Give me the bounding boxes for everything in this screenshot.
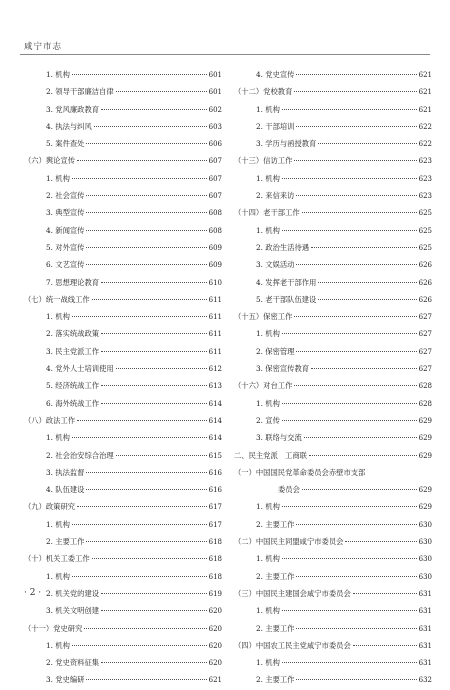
toc-entry-page: 632 <box>418 676 432 685</box>
toc-entry-label: 5. 对外宣传 <box>46 242 85 252</box>
toc-entry-page: 609 <box>208 261 222 270</box>
toc-entry <box>24 152 222 169</box>
toc-entry-label: 1. 机构 <box>256 658 280 668</box>
toc-entry-page: 628 <box>418 399 432 408</box>
toc-entry-page: 620 <box>208 607 222 616</box>
toc-entry <box>24 135 222 152</box>
toc-entry-label: 2. 来信来访 <box>256 191 295 201</box>
toc-entry-label: 1. 机构 <box>46 312 70 322</box>
toc-entry-label: 4. 队伍建设 <box>46 485 85 495</box>
toc-entry <box>24 274 222 291</box>
toc-entry-page: 630 <box>418 555 432 564</box>
dot-leader <box>116 446 207 456</box>
toc-entry <box>234 620 432 637</box>
toc-entry-label: 2. 主要工作 <box>256 623 295 633</box>
page-number: · 2 · <box>24 588 42 598</box>
toc-entry <box>24 602 222 619</box>
dot-leader <box>77 497 207 507</box>
toc-entry-label: 4. 党外人士培训使用 <box>46 364 114 374</box>
toc-entry-label: 1. 机构 <box>256 225 280 235</box>
toc-entry-label: 1. 机构 <box>256 173 280 183</box>
toc-entry-page: 608 <box>208 209 222 218</box>
toc-entry-page: 606 <box>208 140 222 149</box>
toc-entry <box>234 325 432 342</box>
toc-entry-page: 614 <box>208 434 222 443</box>
toc-entry-page: 629 <box>418 451 432 460</box>
toc-entry-label: 3. 党风廉政教育 <box>46 104 100 114</box>
toc-entry <box>234 187 432 204</box>
toc-entry-page: 629 <box>418 416 432 425</box>
toc-entry <box>234 412 432 429</box>
toc-entry <box>24 533 222 550</box>
toc-entry <box>24 464 222 481</box>
dot-leader <box>72 515 207 525</box>
toc-entry-page: 626 <box>418 261 432 270</box>
toc-entry <box>234 308 432 325</box>
toc-entry <box>234 343 432 360</box>
toc-entry <box>234 395 432 412</box>
dot-leader <box>282 411 417 421</box>
toc-entry <box>24 187 222 204</box>
toc-entry <box>24 66 222 83</box>
dot-leader <box>294 151 416 161</box>
dot-leader <box>296 670 416 680</box>
toc-entry-label: 3. 党史编研 <box>46 675 85 685</box>
toc-entry <box>234 239 432 256</box>
toc-entry <box>234 550 432 567</box>
toc-entry-page: 621 <box>208 676 222 685</box>
toc-entry <box>234 377 432 394</box>
toc-entry-page: 625 <box>418 209 432 218</box>
toc-entry-label: 6. 海外统战工作 <box>46 398 100 408</box>
toc-entry-page: 611 <box>208 313 222 322</box>
toc-entry-label: 1. 机构 <box>46 433 70 443</box>
toc-entry-label: （二）中国民主同盟咸宁市委员会 <box>234 537 344 547</box>
toc-entry <box>24 83 222 100</box>
dot-leader <box>296 619 416 629</box>
dot-leader <box>282 549 417 559</box>
toc-entry-page: 628 <box>418 382 432 391</box>
dot-leader <box>101 601 207 611</box>
toc-entry <box>24 101 222 118</box>
toc-entry-label: （三）中国民主建国会咸宁市委员会 <box>234 588 351 598</box>
toc-entry-page: 631 <box>418 624 432 633</box>
toc-entry <box>24 429 222 446</box>
dot-leader <box>353 584 417 594</box>
toc-entry <box>234 481 432 498</box>
toc-entry-label: 1. 机构 <box>46 640 70 650</box>
header-rule <box>20 54 430 55</box>
toc-entry-label: 3. 学历与函授教育 <box>256 139 317 149</box>
dot-leader <box>282 394 417 404</box>
toc-entry <box>234 152 432 169</box>
toc-entry <box>234 274 432 291</box>
toc-entry-page: 623 <box>418 174 432 183</box>
toc-column-left <box>24 66 222 689</box>
toc-entry <box>24 447 222 464</box>
dot-leader <box>92 549 207 559</box>
toc-entry <box>234 256 432 273</box>
dot-leader <box>296 567 416 577</box>
toc-entry-label: 3. 保密宣传教育 <box>256 364 310 374</box>
toc-entry <box>234 66 432 83</box>
toc-entry-page: 612 <box>208 365 222 374</box>
toc-entry-label: 2. 政治生活待遇 <box>256 242 310 252</box>
toc-entry <box>234 360 432 377</box>
toc-entry <box>234 204 432 221</box>
dot-leader <box>311 359 417 369</box>
toc-entry-page: 627 <box>418 365 432 374</box>
toc-entry <box>24 671 222 688</box>
toc-entry-page: 620 <box>208 641 222 650</box>
dot-leader <box>86 203 206 213</box>
toc-entry-page: 608 <box>208 226 222 235</box>
toc-entry <box>24 256 222 273</box>
toc-entry-label: 1. 机构 <box>46 519 70 529</box>
toc-entry <box>234 637 432 654</box>
toc-entry-page: 609 <box>208 243 222 252</box>
toc-entry <box>234 516 432 533</box>
toc-entry-label: 二、民主党派 工商联 <box>234 450 307 460</box>
dot-leader <box>282 497 417 507</box>
toc-entry <box>24 170 222 187</box>
toc-entry-page: 616 <box>208 468 222 477</box>
dot-leader <box>311 238 417 248</box>
dot-leader <box>318 273 416 283</box>
toc-entry-page: 603 <box>208 122 222 131</box>
toc-entry-label: 1. 机构 <box>256 329 280 339</box>
dot-leader <box>84 619 206 629</box>
dot-leader <box>318 290 416 300</box>
toc-entry <box>24 550 222 567</box>
toc-entry-label: 5. 老干部队伍建设 <box>256 294 317 304</box>
toc-entry-page: 630 <box>418 572 432 581</box>
toc-entry <box>24 637 222 654</box>
toc-entry-label: 2. 保密管理 <box>256 346 295 356</box>
toc-entry-page: 611 <box>208 295 222 304</box>
toc-entry-page: 631 <box>418 607 432 616</box>
toc-entry-page: 620 <box>208 624 222 633</box>
toc-entry <box>234 222 432 239</box>
toc-entry <box>24 654 222 671</box>
dot-leader <box>72 428 207 438</box>
dot-leader <box>92 290 207 300</box>
toc-entry-label: 4. 执法与纠风 <box>46 121 92 131</box>
toc-entry <box>24 585 222 602</box>
toc-entry-page: 622 <box>418 122 432 131</box>
toc-entry <box>24 377 222 394</box>
dot-leader <box>282 100 417 110</box>
toc-entry-page: 617 <box>208 503 222 512</box>
toc-entry <box>234 671 432 688</box>
toc-entry-label: 1. 机构 <box>256 398 280 408</box>
toc-entry-page: 622 <box>418 140 432 149</box>
toc-entry <box>234 654 432 671</box>
dot-leader <box>72 307 207 317</box>
toc-entry <box>234 498 432 515</box>
dot-leader <box>101 376 207 386</box>
toc-entry-page: 629 <box>418 503 432 512</box>
dot-leader <box>101 342 207 352</box>
dot-leader <box>282 324 417 334</box>
dot-leader <box>72 169 207 179</box>
dot-leader <box>302 203 417 213</box>
dot-leader <box>86 670 206 680</box>
toc-entry <box>24 222 222 239</box>
toc-entry-page: 602 <box>208 105 222 114</box>
toc-entry-label: （九）政策研究 <box>24 502 76 512</box>
toc-entry-label: 3. 联络与交流 <box>256 433 302 443</box>
toc-entry <box>24 308 222 325</box>
toc-entry-label: （十）机关工委工作 <box>24 554 90 564</box>
dot-leader <box>116 359 207 369</box>
dot-leader <box>72 567 207 577</box>
toc-entry-page: 607 <box>208 192 222 201</box>
toc-entry-label: 1. 机构 <box>256 606 280 616</box>
dot-leader <box>77 411 207 421</box>
dot-leader <box>86 480 206 490</box>
toc-entry-label: 2. 宣传 <box>256 415 280 425</box>
toc-entry-label: 2. 机关党的建设 <box>46 588 100 598</box>
toc-entry-page: 625 <box>418 243 432 252</box>
toc-entry <box>24 568 222 585</box>
toc-entry-page: 610 <box>208 278 222 287</box>
toc-entry-page: 631 <box>418 641 432 650</box>
page-header-title: 咸宁市志 <box>24 42 63 52</box>
dot-leader <box>296 255 416 265</box>
toc-entry <box>234 602 432 619</box>
toc-entry-page: 601 <box>208 71 222 79</box>
dot-leader <box>77 151 207 161</box>
toc-entry-label: （七）统一战线工作 <box>24 294 90 304</box>
toc-entry-page: 611 <box>208 330 222 339</box>
toc-entry <box>24 395 222 412</box>
toc-entry <box>234 533 432 550</box>
toc-entry-page: 620 <box>208 659 222 668</box>
toc-entry-label: 1. 机构 <box>256 554 280 564</box>
toc-entry-label: 1. 机构 <box>46 70 70 79</box>
toc-entry-label: 3. 典型宣传 <box>46 208 85 218</box>
dot-leader <box>101 273 207 283</box>
toc-entry <box>234 170 432 187</box>
toc-entry-page: 625 <box>418 226 432 235</box>
dot-leader <box>282 169 417 179</box>
toc-entry-label: （六）舆论宣传 <box>24 156 76 166</box>
dot-leader <box>294 376 416 386</box>
toc-entry <box>24 118 222 135</box>
toc-entry-page: 627 <box>418 347 432 356</box>
toc-entry <box>234 118 432 135</box>
toc-entry-label: 3. 民主党派工作 <box>46 346 100 356</box>
toc-entry-page: 631 <box>418 589 432 598</box>
toc-entry-label: （十二）党校教育 <box>234 87 293 97</box>
toc-entry <box>234 429 432 446</box>
toc-entry <box>24 325 222 342</box>
dot-leader <box>86 255 206 265</box>
toc-entry-label: 4. 党史宣传 <box>256 70 295 79</box>
dot-leader <box>282 221 417 231</box>
toc-entry-page: 607 <box>208 157 222 166</box>
toc-entry-label: （八）政法工作 <box>24 415 76 425</box>
toc-entry-label: （十五）保密工作 <box>234 312 293 322</box>
toc-entry-page: 629 <box>418 434 432 443</box>
toc-entry <box>24 620 222 637</box>
toc-entry-label: 2. 主要工作 <box>256 675 295 685</box>
toc-entry <box>234 464 432 481</box>
dot-leader <box>309 446 417 456</box>
dot-leader <box>116 82 207 92</box>
dot-leader <box>345 532 416 542</box>
toc-entry-label: 2. 社会治安综合治理 <box>46 450 114 460</box>
toc-entry-label: 1. 机构 <box>256 104 280 114</box>
toc-entry-label: 5. 经济统战工作 <box>46 381 100 391</box>
toc-entry-page: 621 <box>418 105 432 114</box>
toc-entry <box>24 481 222 498</box>
toc-entry-page: 614 <box>208 399 222 408</box>
toc-entry-label: 1. 机构 <box>256 502 280 512</box>
toc-entry-label: 2. 干部培训 <box>256 121 295 131</box>
toc-entry-page: 631 <box>418 659 432 668</box>
toc-column-right <box>234 66 432 689</box>
toc-entry <box>234 291 432 308</box>
toc-entry-label: 2. 主要工作 <box>256 571 295 581</box>
dot-leader <box>353 636 417 646</box>
toc-entry-page: 601 <box>208 88 222 97</box>
toc-entry-page: 626 <box>418 278 432 287</box>
toc-entry-label: 3. 执法监督 <box>46 467 85 477</box>
dot-leader <box>282 653 417 663</box>
toc-entry-label: 6. 文艺宣传 <box>46 260 85 270</box>
toc-entry-page: 626 <box>418 295 432 304</box>
toc-entry-page: 627 <box>418 330 432 339</box>
dot-leader <box>101 584 207 594</box>
toc-entry-label: 2. 领导干部廉洁自律 <box>46 87 114 97</box>
toc-entry-page: 618 <box>208 538 222 547</box>
toc-entry-label: （一）中国国民党革命委员会赤壁市支部 <box>234 467 366 477</box>
dot-leader <box>296 186 416 196</box>
toc-entry-page: 621 <box>418 71 432 79</box>
toc-entry <box>234 135 432 152</box>
toc-entry-label: （十六）对台工作 <box>234 381 293 391</box>
toc-entry-page: 627 <box>418 313 432 322</box>
toc-entry <box>234 101 432 118</box>
toc-entry-label: （四）中国农工民主党咸宁市委员会 <box>234 640 351 650</box>
toc-entry-page: 619 <box>208 589 222 598</box>
toc-entry-label: （十一）党史研究 <box>24 623 83 633</box>
dot-leader <box>296 117 416 127</box>
toc-entry-page: 629 <box>418 486 432 495</box>
toc-entry-label: （十三）信访工作 <box>234 156 293 166</box>
toc-entry <box>24 412 222 429</box>
toc-entry-label: 5. 案件查处 <box>46 139 85 149</box>
toc-entry <box>24 291 222 308</box>
toc-entry-label: 2. 社会宣传 <box>46 191 85 201</box>
toc-entry <box>24 516 222 533</box>
toc-entry <box>24 204 222 221</box>
dot-leader <box>86 463 206 473</box>
toc-entry-page: 611 <box>208 347 222 356</box>
toc-entry-page: 621 <box>418 88 432 97</box>
toc-entry-label: 2. 落实统战政策 <box>46 329 100 339</box>
dot-leader <box>101 100 207 110</box>
toc-entry <box>234 585 432 602</box>
dot-leader <box>304 428 417 438</box>
toc-entry-page: 630 <box>418 520 432 529</box>
toc-entry-page: 617 <box>208 520 222 529</box>
toc-entry-page: 623 <box>418 192 432 201</box>
toc-entry-page: 614 <box>208 416 222 425</box>
dot-leader <box>72 65 207 75</box>
toc-entry-label: 7. 思想理论教育 <box>46 277 100 287</box>
dot-leader <box>72 636 207 646</box>
toc-entry-label: 1. 机构 <box>46 571 70 581</box>
toc-entry-label: 委员会 <box>278 485 300 495</box>
toc-entry <box>234 568 432 585</box>
toc-entry-label: 3. 文娱活动 <box>256 260 295 270</box>
toc-entry-page: 618 <box>208 555 222 564</box>
toc-entry <box>24 360 222 377</box>
toc-entry-label: 2. 党史资料征集 <box>46 658 100 668</box>
dot-leader <box>296 65 416 75</box>
toc-entry-label: （十四）老干部工作 <box>234 208 300 218</box>
toc-entry-page: 630 <box>418 538 432 547</box>
toc-entry-page: 623 <box>418 157 432 166</box>
dot-leader <box>86 221 206 231</box>
toc-entry-label: 2. 主要工作 <box>256 519 295 529</box>
toc-entry-label: 4. 发挥老干部作用 <box>256 277 317 287</box>
dot-leader <box>294 307 416 317</box>
dot-leader <box>302 480 417 490</box>
dot-leader <box>94 117 207 127</box>
dot-leader <box>318 134 416 144</box>
toc-entry <box>24 239 222 256</box>
dot-leader <box>86 134 206 144</box>
toc-entry <box>24 343 222 360</box>
toc-entry-page: 618 <box>208 572 222 581</box>
toc-entry <box>234 447 432 464</box>
dot-leader <box>296 515 416 525</box>
dot-leader <box>86 238 206 248</box>
toc-entry-page: 615 <box>208 451 222 460</box>
toc-entry <box>24 498 222 515</box>
dot-leader <box>282 601 417 611</box>
toc-entry-label: 3. 机关文明创建 <box>46 606 100 616</box>
toc-entry-label: 4. 新闻宣传 <box>46 225 85 235</box>
toc-entry-page: 613 <box>208 382 222 391</box>
toc-entry <box>234 83 432 100</box>
dot-leader <box>101 324 207 334</box>
toc-entry-label: 1. 机构 <box>46 173 70 183</box>
dot-leader <box>296 342 416 352</box>
dot-leader <box>101 394 207 404</box>
dot-leader <box>86 532 206 542</box>
toc-entry-page: 607 <box>208 174 222 183</box>
toc-entry-page: 616 <box>208 486 222 495</box>
dot-leader <box>101 653 207 663</box>
dot-leader <box>294 82 416 92</box>
dot-leader <box>86 186 206 196</box>
toc-entry-label: 2. 主要工作 <box>46 537 85 547</box>
